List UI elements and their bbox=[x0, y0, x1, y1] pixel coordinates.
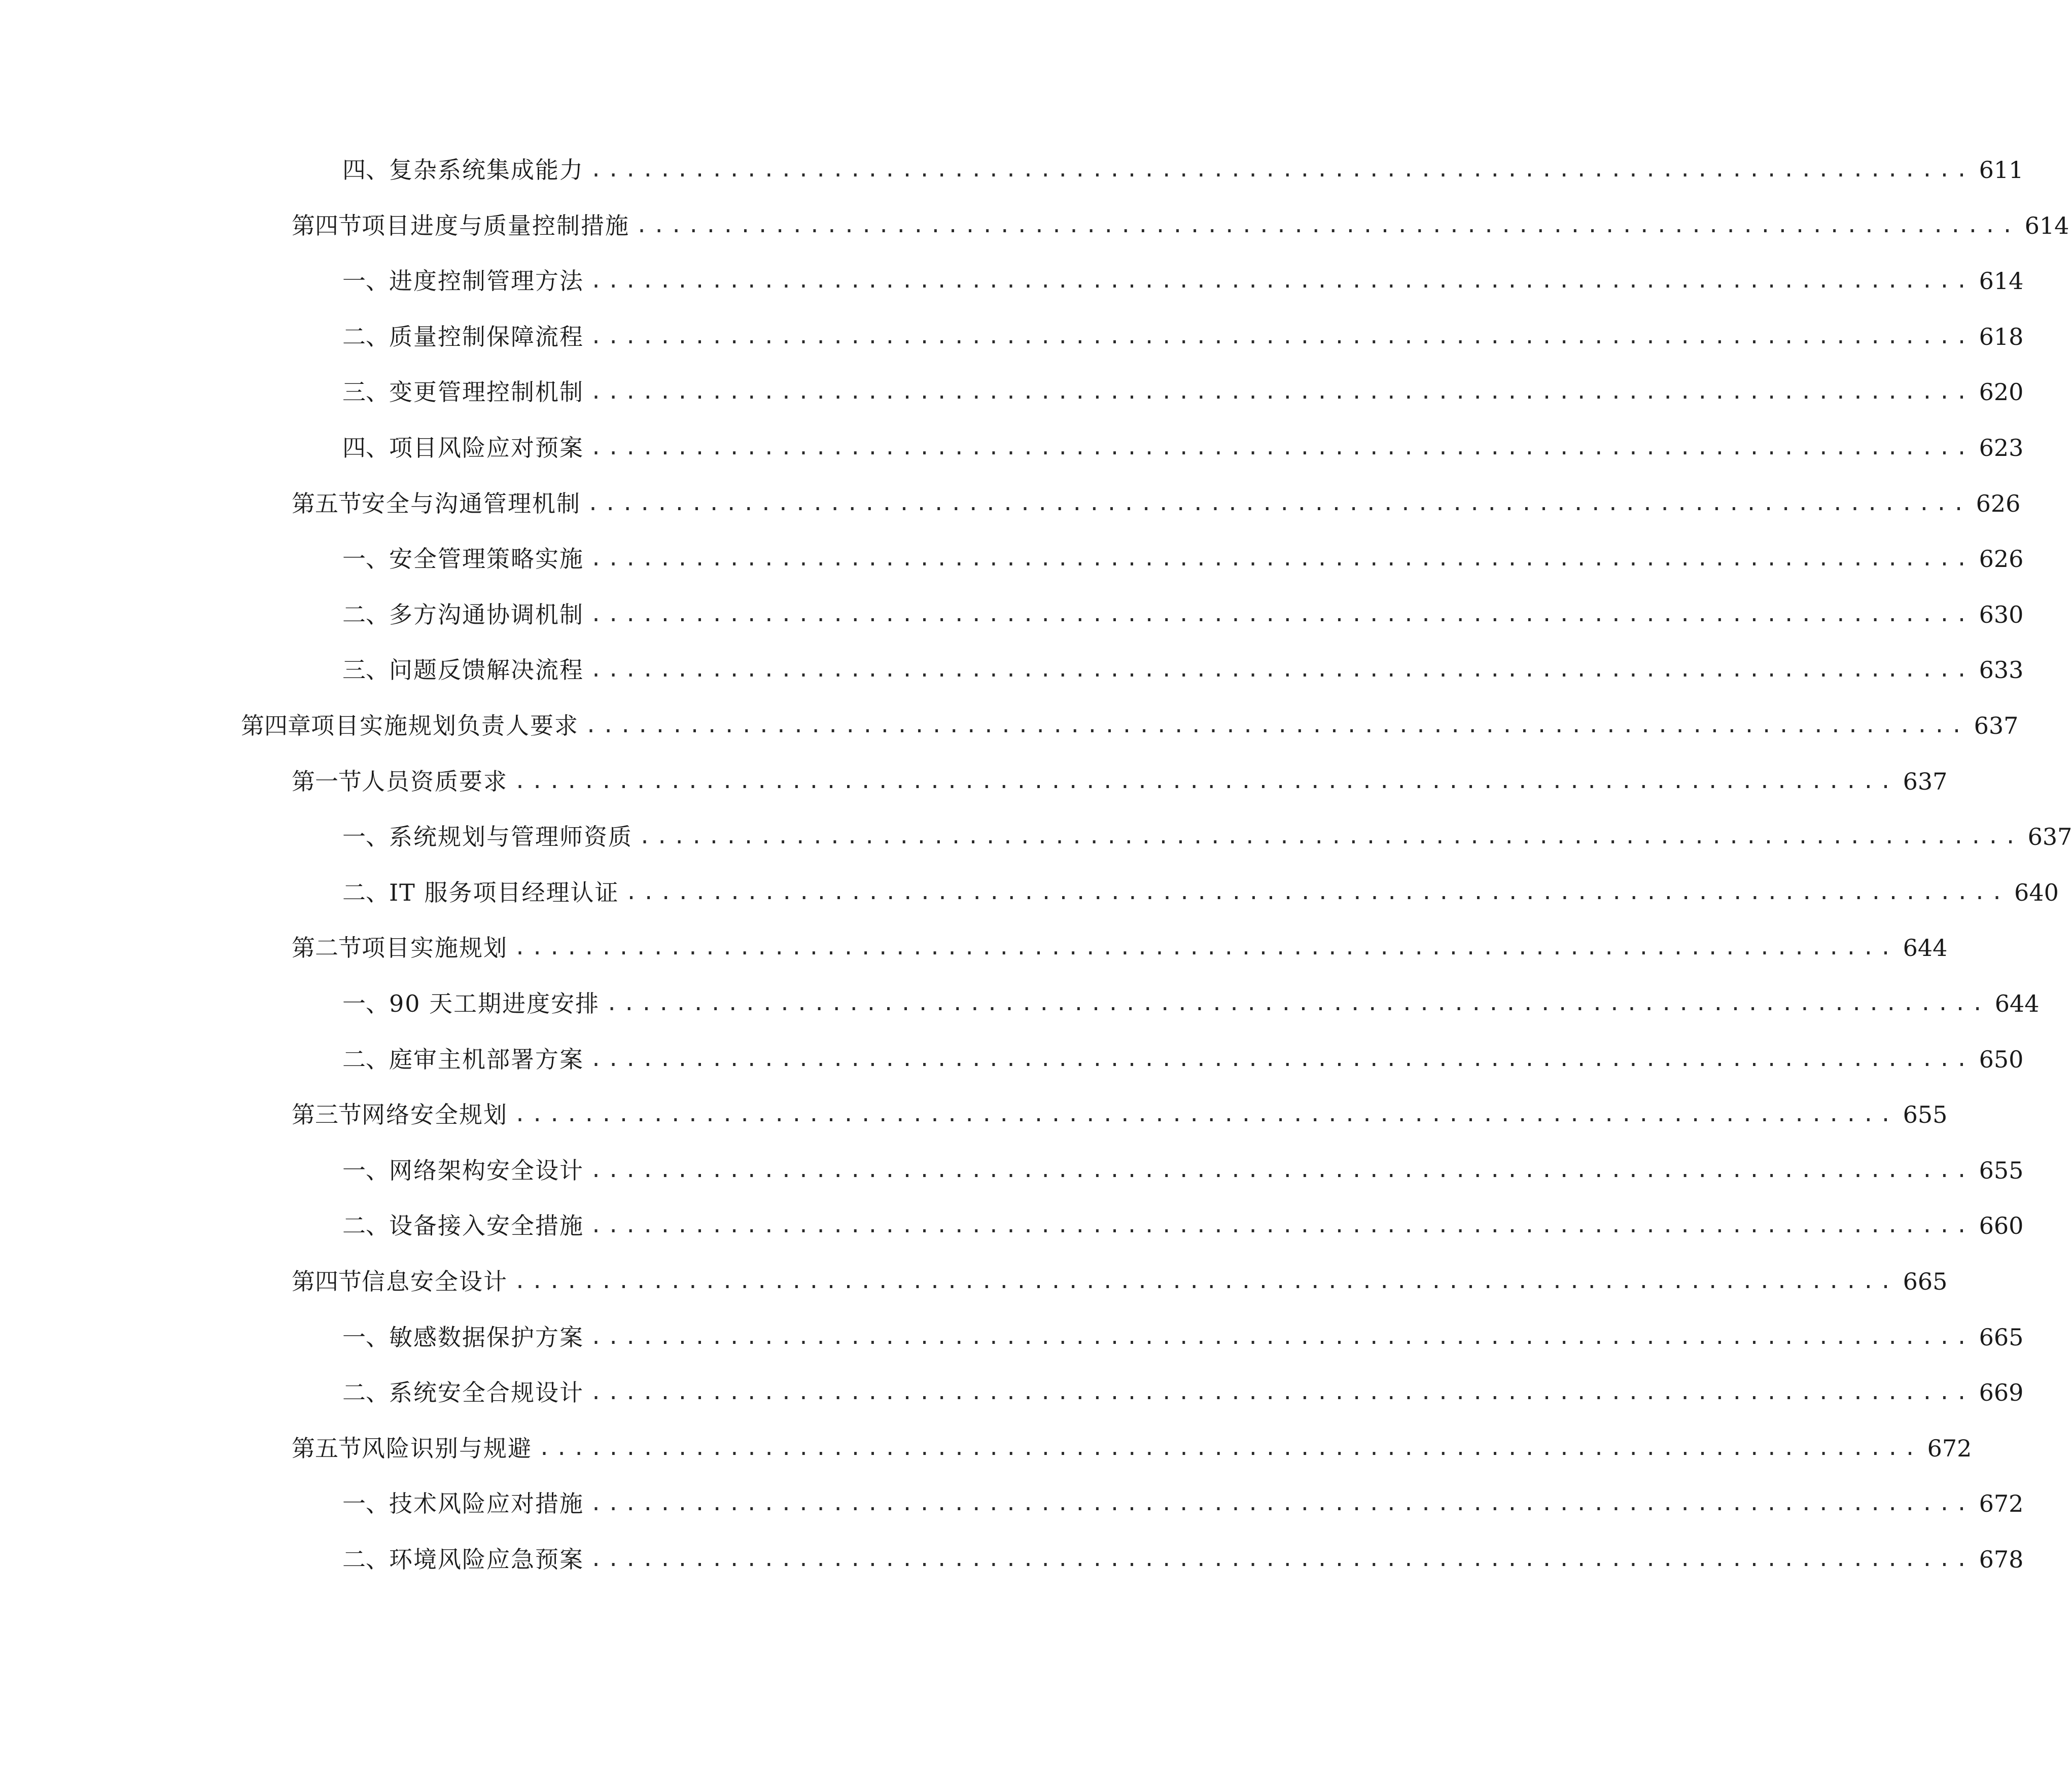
toc-entry-number: 二、 bbox=[342, 1212, 389, 1239]
toc-entry-number: 四、 bbox=[342, 156, 389, 184]
toc-leader-dots: ................................................................................ bbox=[590, 547, 1973, 571]
toc-entry-number: 二、 bbox=[342, 601, 389, 628]
toc-entry[interactable] bbox=[342, 150, 2024, 190]
toc-entry-title: 90 天工期进度安排 bbox=[389, 990, 600, 1017]
toc-entry-number: 一、 bbox=[342, 545, 389, 573]
toc-entry-title: 质量控制保障流程 bbox=[389, 323, 584, 350]
toc-entry-title: 人员资质要求 bbox=[362, 768, 508, 795]
toc-entry[interactable] bbox=[292, 1428, 1972, 1469]
toc-leader-dots: ................................................................................ bbox=[590, 1159, 1973, 1182]
toc-entry[interactable] bbox=[292, 205, 2069, 246]
toc-leader-dots: ................................................................................ bbox=[590, 269, 1973, 293]
toc-entry-number: 一、 bbox=[342, 267, 389, 295]
toc-leader-dots: ................................................................................ bbox=[590, 1381, 1973, 1404]
toc-entry-number: 一、 bbox=[342, 990, 389, 1017]
toc-entry[interactable] bbox=[342, 650, 2024, 690]
toc-entry-page-number: 618 bbox=[1979, 323, 2024, 350]
toc-entry-number: 四、 bbox=[342, 434, 389, 461]
toc-entry-title: 环境风险应急预案 bbox=[389, 1546, 584, 1573]
toc-entry-title: 问题反馈解决流程 bbox=[389, 656, 584, 684]
toc-entry-title: 技术风险应对措施 bbox=[389, 1490, 584, 1517]
toc-entry-title: 多方沟通协调机制 bbox=[389, 601, 584, 628]
toc-entry-page-number: 614 bbox=[2024, 212, 2069, 239]
toc-leader-dots: ................................................................................ bbox=[606, 992, 1989, 1015]
toc-entry-title: 庭审主机部署方案 bbox=[389, 1046, 584, 1073]
toc-leader-dots: ................................................................................ bbox=[590, 603, 1973, 626]
toc-entry-page-number: 637 bbox=[2027, 823, 2072, 850]
toc-entry[interactable] bbox=[342, 316, 2024, 357]
toc-entry-page-number: 669 bbox=[1979, 1379, 2024, 1406]
toc-entry-title: 安全与沟通管理机制 bbox=[362, 490, 581, 517]
toc-entry[interactable] bbox=[292, 1261, 1948, 1302]
toc-entry-title: 变更管理控制机制 bbox=[389, 378, 584, 406]
toc-entry[interactable] bbox=[342, 261, 2024, 301]
toc-entry-title: 进度控制管理方法 bbox=[389, 267, 584, 295]
toc-entry-number: 第四章 bbox=[241, 712, 311, 739]
toc-leader-dots: ................................................................................ bbox=[514, 1103, 1897, 1126]
toc-entry-number: 二、 bbox=[342, 879, 389, 906]
toc-entry-number: 一、 bbox=[342, 1490, 389, 1517]
toc-leader-dots: ................................................................................ bbox=[590, 1492, 1973, 1515]
toc-leader-dots: ................................................................................ bbox=[625, 881, 2009, 904]
toc-entry-page-number: 614 bbox=[1979, 267, 2024, 295]
toc-entry-number: 第四节 bbox=[292, 212, 362, 239]
toc-entry[interactable] bbox=[292, 1094, 1948, 1135]
toc-entry-number: 一、 bbox=[342, 823, 389, 850]
toc-entry-page-number: 630 bbox=[1979, 601, 2024, 628]
toc-leader-dots: ................................................................................ bbox=[538, 1437, 1921, 1460]
toc-entry-title: 项目实施规划负责人要求 bbox=[311, 712, 579, 739]
toc-entry-title: 网络架构安全设计 bbox=[389, 1157, 584, 1184]
toc-entry-page-number: 620 bbox=[1979, 378, 2024, 406]
toc-entry-title: 项目进度与质量控制措施 bbox=[362, 212, 629, 239]
toc-entry-title: 安全管理策略实施 bbox=[389, 545, 584, 573]
toc-leader-dots: ................................................................................ bbox=[514, 770, 1897, 793]
toc-leader-dots: ................................................................................ bbox=[590, 1548, 1973, 1571]
toc-entry-number: 二、 bbox=[342, 1546, 389, 1573]
toc-entry-number: 三、 bbox=[342, 656, 389, 684]
toc-entry-title: 系统规划与管理师资质 bbox=[389, 823, 633, 850]
toc-entry-title: 信息安全设计 bbox=[362, 1268, 508, 1295]
toc-leader-dots: ................................................................................ bbox=[590, 158, 1973, 182]
toc-entry[interactable] bbox=[342, 372, 2024, 412]
toc-entry[interactable] bbox=[241, 705, 2019, 746]
toc-entry-page-number: 650 bbox=[1979, 1046, 2024, 1073]
toc-entry-title: 网络安全规划 bbox=[362, 1101, 508, 1128]
toc-leader-dots: ................................................................................ bbox=[585, 714, 1968, 737]
toc-entry[interactable] bbox=[292, 928, 1948, 968]
toc-entry[interactable] bbox=[342, 1372, 2024, 1413]
toc-entry-number: 第四节 bbox=[292, 1268, 362, 1295]
toc-entry[interactable] bbox=[342, 983, 2040, 1024]
toc-entry-number: 一、 bbox=[342, 1324, 389, 1351]
toc-entry[interactable] bbox=[342, 594, 2024, 635]
toc-entry-number: 二、 bbox=[342, 1379, 389, 1406]
toc-entry-title: 风险识别与规避 bbox=[362, 1435, 532, 1462]
toc-entry-page-number: 640 bbox=[2014, 879, 2059, 906]
toc-entry-number: 二、 bbox=[342, 1046, 389, 1073]
toc-entry-title: 系统安全合规设计 bbox=[389, 1379, 584, 1406]
toc-entry-number: 第五节 bbox=[292, 490, 362, 517]
toc-entry-title: 敏感数据保护方案 bbox=[389, 1324, 584, 1351]
toc-entry-page-number: 660 bbox=[1979, 1212, 2024, 1239]
toc-entry-page-number: 626 bbox=[1976, 490, 2021, 517]
toc-entry[interactable] bbox=[342, 1317, 2024, 1358]
toc-entry-title: IT 服务项目经理认证 bbox=[389, 879, 619, 906]
toc-entry-page-number: 626 bbox=[1979, 545, 2024, 573]
toc-entry-page-number: 665 bbox=[1979, 1324, 2024, 1351]
toc-leader-dots: ................................................................................ bbox=[590, 1214, 1973, 1237]
toc-entry[interactable] bbox=[292, 761, 1948, 802]
toc-entry-number: 第五节 bbox=[292, 1435, 362, 1462]
toc-entry-title: 复杂系统集成能力 bbox=[389, 156, 584, 184]
toc-entry-page-number: 623 bbox=[1979, 434, 2024, 461]
toc-entry-number: 一、 bbox=[342, 1157, 389, 1184]
toc-entry-title: 项目风险应对预案 bbox=[389, 434, 584, 461]
toc-entry[interactable] bbox=[342, 1039, 2024, 1080]
toc-entry-page-number: 611 bbox=[1979, 156, 2024, 184]
toc-entry[interactable] bbox=[292, 483, 2021, 524]
toc-entry-page-number: 672 bbox=[1979, 1490, 2024, 1517]
toc-entry-page-number: 637 bbox=[1903, 768, 1948, 795]
toc-entry[interactable] bbox=[342, 1205, 2024, 1246]
toc-leader-dots: ................................................................................ bbox=[590, 436, 1973, 459]
toc-entry[interactable] bbox=[342, 872, 2059, 913]
toc-leader-dots: ................................................................................ bbox=[590, 1326, 1973, 1349]
toc-entry-page-number: 644 bbox=[1903, 934, 1948, 962]
toc-entry[interactable] bbox=[342, 1150, 2024, 1191]
toc-leader-dots: ................................................................................ bbox=[590, 380, 1973, 404]
toc-entry-page-number: 637 bbox=[1974, 712, 2019, 739]
toc-entry-number: 三、 bbox=[342, 378, 389, 406]
toc-entry-number: 第三节 bbox=[292, 1101, 362, 1128]
toc-leader-dots: ................................................................................ bbox=[590, 325, 1973, 348]
toc-entry-page-number: 655 bbox=[1979, 1157, 2024, 1184]
toc-entry-page-number: 633 bbox=[1979, 656, 2024, 684]
toc-entry-number: 第二节 bbox=[292, 934, 362, 962]
toc-leader-dots: ................................................................................ bbox=[590, 658, 1973, 682]
toc-leader-dots: ................................................................................ bbox=[514, 936, 1897, 959]
toc-entry-page-number: 655 bbox=[1903, 1101, 1948, 1128]
toc-entry-number: 第一节 bbox=[292, 768, 362, 795]
toc-leader-dots: ................................................................................ bbox=[590, 1048, 1973, 1071]
toc-entry[interactable] bbox=[342, 428, 2024, 468]
toc-leader-dots: ................................................................................ bbox=[639, 825, 2022, 848]
toc-leader-dots: ................................................................................ bbox=[587, 492, 1970, 515]
toc-entry[interactable] bbox=[342, 1483, 2024, 1524]
toc-entry-page-number: 678 bbox=[1979, 1546, 2024, 1573]
toc-leader-dots: ................................................................................ bbox=[514, 1270, 1897, 1293]
toc-entry[interactable] bbox=[342, 539, 2024, 579]
toc-entry-page-number: 672 bbox=[1927, 1435, 1972, 1462]
toc-entry-title: 项目实施规划 bbox=[362, 934, 508, 962]
toc-entry-page-number: 644 bbox=[1994, 990, 2040, 1017]
toc-entry-page-number: 665 bbox=[1903, 1268, 1948, 1295]
toc-entry-title: 设备接入安全措施 bbox=[389, 1212, 584, 1239]
toc-entry-number: 二、 bbox=[342, 323, 389, 350]
toc-entry[interactable] bbox=[342, 1539, 2024, 1580]
toc-leader-dots: ................................................................................ bbox=[636, 214, 2019, 237]
toc-entry[interactable] bbox=[342, 816, 2072, 857]
